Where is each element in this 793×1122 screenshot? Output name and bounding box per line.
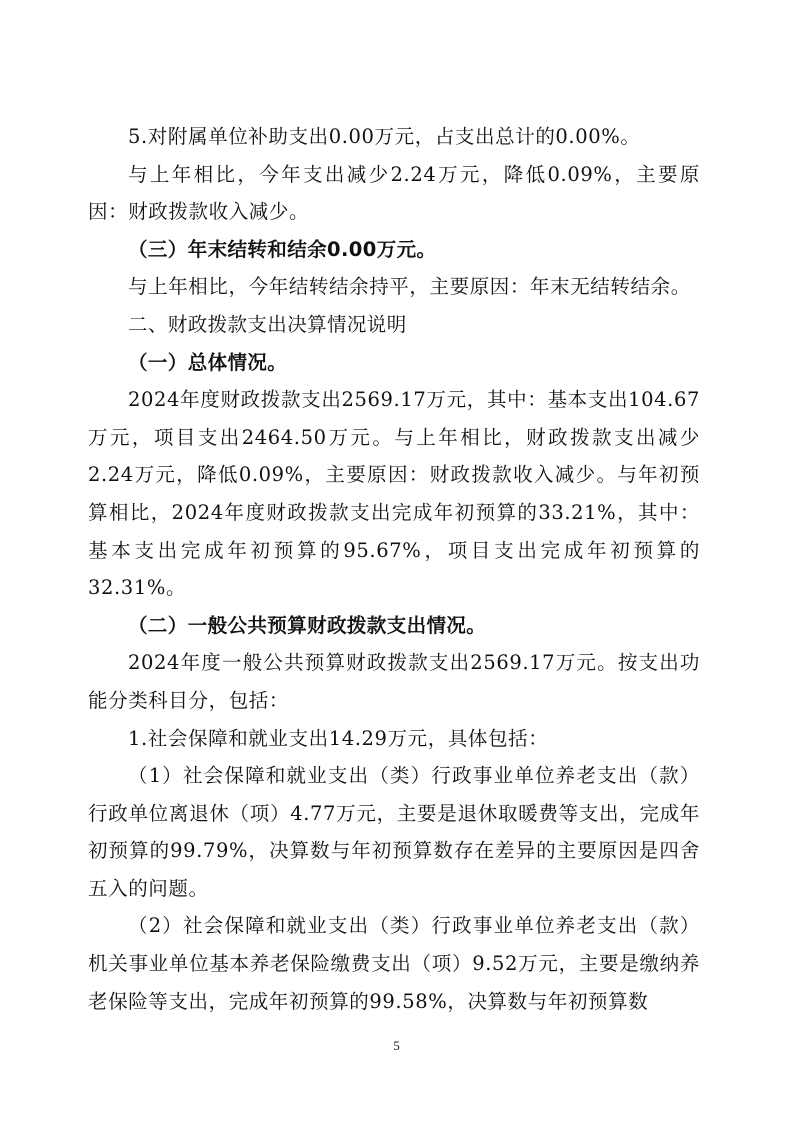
- paragraph-balance-comparison: 与上年相比，今年结转结余持平，主要原因：年末无结转结余。: [128, 275, 691, 299]
- heading-year-end-balance: （三）年末结转和结余0.00万元。: [128, 237, 437, 261]
- paragraph-item-1: （1）社会保障和就业支出（类）行政事业单位养老支出（款）行政单位离退休（项）4.77万元，主要是退休取暖费等支出，完成年初预算的99.79%，决算数与年初预算数存在差异的主要原因是四舍五入的问题。: [88, 764, 700, 900]
- paragraph-general-public-budget: 2024年度一般公共预算财政拨款支出2569.17万元。按支出功能分类科目分，包括：: [88, 651, 700, 712]
- page-number: 5: [393, 1038, 400, 1053]
- paragraph-overall: 2024年度财政拨款支出2569.17万元，其中：基本支出104.67万元，项目支出2464.50万元。与上年相比，财政拨款支出减少2.24万元，降低0.09%，主要原因：财政拨款收入减少。与年初预算相比，2024年度财政拨款支出完成年初预算的33.21%，其中：基本支出完成年初预算的95.67%，项目支出完成年初预算的32.31%。: [88, 388, 700, 600]
- paragraph-expense-comparison: 与上年相比，今年支出减少2.24万元，降低0.09%，主要原因：财政拨款收入减少。: [88, 162, 700, 224]
- heading-general-public-budget: （二）一般公共预算财政拨款支出情况。: [128, 613, 487, 637]
- paragraph-subsidy-expense: 5.对附属单位补助支出0.00万元，占支出总计的0.00%。: [128, 125, 641, 148]
- heading-overall: （一）总体情况。: [128, 350, 288, 374]
- section-heading-fiscal-expense: 二、财政拨款支出决算情况说明: [128, 312, 407, 336]
- document-body: [88, 118, 700, 1020]
- paragraph-item-2: （2）社会保障和就业支出（类）行政事业单位养老支出（款）机关事业单位基本养老保险缴费支出（项）9.52万元，主要是缴纳养老保险等支出，完成年初预算的99.58%，决算数与年初预算数: [88, 914, 700, 1013]
- paragraph-social-security: 1.社会保障和就业支出14.29万元，具体包括：: [128, 726, 549, 750]
